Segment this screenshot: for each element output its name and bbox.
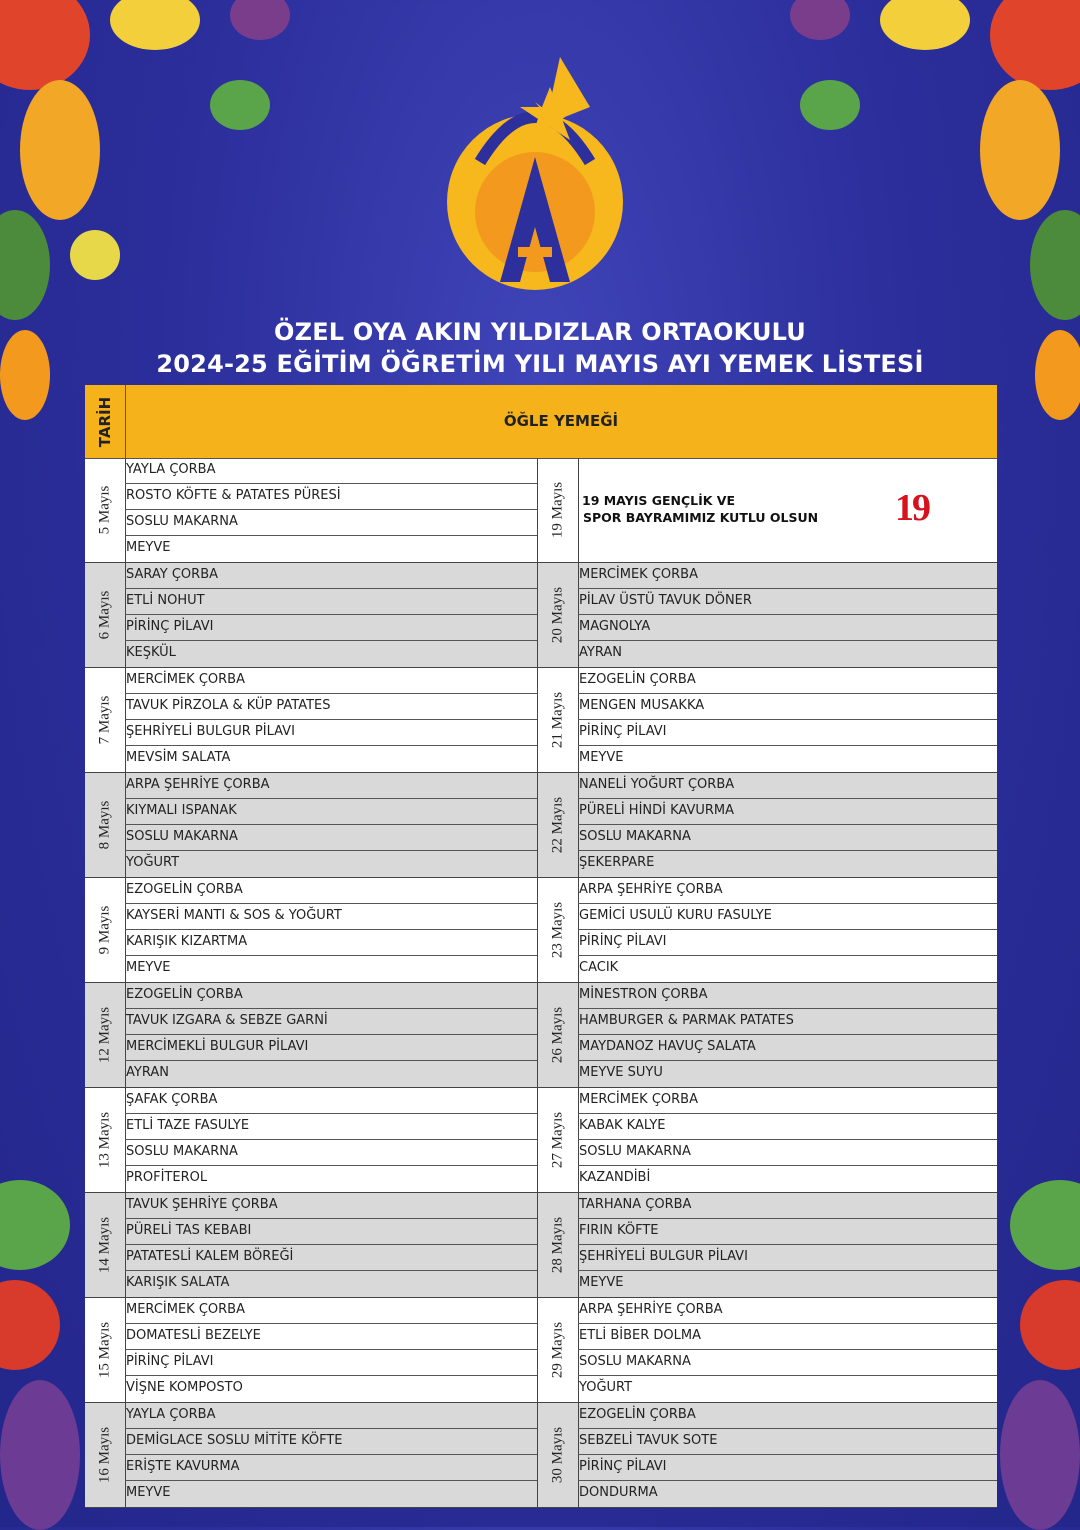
menu-title: 2024-25 EĞİTİM ÖĞRETİM YILI MAYIS AYI YEMEK LİSTESİ bbox=[156, 350, 924, 378]
meal-item: KIYMALI ISPANAK bbox=[125, 799, 537, 825]
meal-item: ETLİ TAZE FASULYE bbox=[125, 1114, 537, 1140]
meal-item: ARPA ŞEHRİYE ÇORBA bbox=[578, 1298, 997, 1324]
holiday-line-1: 19 MAYIS GENÇLİK VE bbox=[582, 493, 736, 508]
day-label: 30 Mayıs bbox=[549, 1426, 566, 1484]
meal-list bbox=[125, 1403, 537, 1507]
day-block bbox=[85, 563, 537, 668]
meal-item: PATATESLİ KALEM BÖREĞİ bbox=[125, 1245, 537, 1271]
meal-item: MEYVE bbox=[579, 750, 624, 765]
day-block bbox=[537, 668, 997, 773]
meal-item: ETLİ BİBER DOLMA bbox=[578, 1324, 997, 1350]
meal-item: GEMİCİ USULÜ KURU FASULYE bbox=[578, 904, 997, 930]
meal-item: MEYVE bbox=[126, 960, 171, 975]
meal-item: MEVSİM SALATA bbox=[126, 750, 231, 765]
day-block bbox=[85, 773, 537, 878]
meal-item: AYRAN bbox=[579, 645, 622, 660]
meal-item: DONDURMA bbox=[579, 1485, 658, 1500]
day-label: 5 Mayıs bbox=[96, 485, 113, 535]
day-label: 7 Mayıs bbox=[96, 695, 113, 745]
meal-list bbox=[578, 983, 997, 1087]
day-block bbox=[85, 878, 537, 983]
meal-item: MAYDANOZ HAVUÇ SALATA bbox=[578, 1035, 997, 1061]
meal-item: HAMBURGER & PARMAK PATATES bbox=[578, 1009, 997, 1035]
lunch-column-header: ÖĞLE YEMEĞİ bbox=[503, 412, 619, 430]
meal-item: TAVUK PİRZOLA & KÜP PATATES bbox=[125, 694, 537, 720]
day-label: 21 Mayıs bbox=[549, 691, 566, 749]
meal-item: MEYVE bbox=[579, 1275, 624, 1290]
meal-item: MEYVE bbox=[126, 540, 171, 555]
meal-list bbox=[125, 563, 537, 667]
meal-item: ETLİ NOHUT bbox=[125, 589, 537, 615]
meal-item: VİŞNE KOMPOSTO bbox=[126, 1380, 243, 1395]
meal-item: PROFİTEROL bbox=[126, 1170, 208, 1185]
meal-item: TARHANA ÇORBA bbox=[578, 1193, 997, 1219]
meal-item: YAYLA ÇORBA bbox=[125, 458, 537, 484]
meal-item: MERCİMEK ÇORBA bbox=[125, 668, 537, 694]
meal-item: MERCİMEK ÇORBA bbox=[125, 1298, 537, 1324]
meal-item: SOSLU MAKARNA bbox=[578, 825, 997, 851]
meal-item: ERİŞTE KAVURMA bbox=[125, 1455, 537, 1481]
meal-item: ŞAFAK ÇORBA bbox=[125, 1088, 537, 1114]
day-label: 27 Mayıs bbox=[549, 1111, 566, 1169]
meal-item: PİRİNÇ PİLAVI bbox=[125, 615, 537, 641]
day-label: 13 Mayıs bbox=[96, 1111, 113, 1169]
meal-list bbox=[578, 1403, 997, 1507]
meal-item: KARIŞIK KIZARTMA bbox=[125, 930, 537, 956]
day-label: 16 Mayıs bbox=[96, 1426, 113, 1484]
meal-item: YOĞURT bbox=[126, 855, 180, 870]
meal-item: MEYVE bbox=[126, 1485, 171, 1500]
meal-item: ARPA ŞEHRİYE ÇORBA bbox=[125, 773, 537, 799]
school-logo-icon bbox=[440, 52, 640, 302]
meal-item: PİRİNÇ PİLAVI bbox=[125, 1350, 537, 1376]
day-label: 19 Mayıs bbox=[549, 481, 566, 539]
meal-item: ŞEHRİYELİ BULGUR PİLAVI bbox=[125, 720, 537, 746]
meal-item: PİRİNÇ PİLAVI bbox=[578, 930, 997, 956]
table-header bbox=[85, 385, 997, 459]
meal-item: SOSLU MAKARNA bbox=[578, 1350, 997, 1376]
meal-item: EZOGELİN ÇORBA bbox=[578, 1403, 997, 1429]
day-label: 28 Mayıs bbox=[549, 1216, 566, 1274]
meal-item: PÜRELİ HİNDİ KAVURMA bbox=[578, 799, 997, 825]
meal-list bbox=[578, 1298, 997, 1402]
day-block bbox=[537, 1088, 997, 1193]
meal-list bbox=[578, 668, 997, 772]
day-label: 9 Mayıs bbox=[96, 905, 113, 955]
meal-item: EZOGELİN ÇORBA bbox=[125, 983, 537, 1009]
meal-item: PÜRELİ TAS KEBABI bbox=[125, 1219, 537, 1245]
meal-item: EZOGELİN ÇORBA bbox=[578, 668, 997, 694]
meal-list bbox=[578, 1088, 997, 1192]
meal-list bbox=[125, 458, 537, 562]
day-block bbox=[537, 563, 997, 668]
meal-list bbox=[125, 1298, 537, 1402]
day-label: 14 Mayıs bbox=[96, 1216, 113, 1274]
meal-item: SOSLU MAKARNA bbox=[125, 510, 537, 536]
meal-item: TAVUK ŞEHRİYE ÇORBA bbox=[125, 1193, 537, 1219]
meal-list bbox=[578, 878, 997, 982]
meal-item: KABAK KALYE bbox=[578, 1114, 997, 1140]
meal-item: KARIŞIK SALATA bbox=[126, 1275, 230, 1290]
meal-list bbox=[578, 563, 997, 667]
meal-item: PİRİNÇ PİLAVI bbox=[578, 1455, 997, 1481]
school-name-title: ÖZEL OYA AKIN YILDIZLAR ORTAOKULU bbox=[274, 318, 806, 346]
day-block bbox=[537, 1298, 997, 1403]
date-column-header: TARİH bbox=[96, 396, 114, 447]
meal-item: MİNESTRON ÇORBA bbox=[578, 983, 997, 1009]
meal-item: CACIK bbox=[579, 960, 619, 975]
menu-table bbox=[85, 385, 997, 1507]
meal-item: YOĞURT bbox=[579, 1380, 633, 1395]
meal-item: SOSLU MAKARNA bbox=[125, 825, 537, 851]
meal-item: ŞEKERPARE bbox=[579, 855, 655, 870]
day-block bbox=[85, 1193, 537, 1298]
meal-list bbox=[125, 878, 537, 982]
meal-item: AYRAN bbox=[126, 1065, 169, 1080]
day-label: 26 Mayıs bbox=[549, 1006, 566, 1064]
meal-item: PİLAV ÜSTÜ TAVUK DÖNER bbox=[578, 589, 997, 615]
meal-item: YAYLA ÇORBA bbox=[125, 1403, 537, 1429]
day-block bbox=[537, 878, 997, 983]
meal-item: KAZANDİBİ bbox=[579, 1170, 651, 1185]
day-block bbox=[85, 983, 537, 1088]
day-block bbox=[85, 1298, 537, 1403]
meal-item: MAGNOLYA bbox=[578, 615, 997, 641]
day-block bbox=[85, 1088, 537, 1193]
meal-item: SARAY ÇORBA bbox=[125, 563, 537, 589]
meal-item: TAVUK IZGARA & SEBZE GARNİ bbox=[125, 1009, 537, 1035]
day-block bbox=[537, 458, 997, 563]
holiday-message bbox=[578, 458, 997, 562]
day-block bbox=[537, 1193, 997, 1298]
meal-list bbox=[125, 983, 537, 1087]
meal-item: PİRİNÇ PİLAVI bbox=[578, 720, 997, 746]
meal-list bbox=[125, 773, 537, 877]
meal-item: KAYSERİ MANTI & SOS & YOĞURT bbox=[125, 904, 537, 930]
meal-item: KEŞKÜL bbox=[126, 645, 176, 660]
meal-item: DOMATESLİ BEZELYE bbox=[125, 1324, 537, 1350]
meal-list bbox=[578, 1193, 997, 1297]
meal-item: ROSTO KÖFTE & PATATES PÜRESİ bbox=[125, 484, 537, 510]
day-label: 6 Mayıs bbox=[96, 590, 113, 640]
meal-item: ŞEHRİYELİ BULGUR PİLAVI bbox=[578, 1245, 997, 1271]
meal-item: SEBZELİ TAVUK SOTE bbox=[578, 1429, 997, 1455]
day-label: 12 Mayıs bbox=[96, 1006, 113, 1064]
meal-item: NANELİ YOĞURT ÇORBA bbox=[578, 773, 997, 799]
day-block bbox=[537, 773, 997, 878]
day-label: 22 Mayıs bbox=[549, 796, 566, 854]
holiday-line-2: SPOR BAYRAMIMIZ KUTLU OLSUN bbox=[583, 510, 819, 525]
meal-list bbox=[125, 1193, 537, 1297]
meal-item: MEYVE SUYU bbox=[579, 1065, 663, 1080]
day-block bbox=[85, 458, 537, 563]
day-block bbox=[537, 983, 997, 1088]
meal-list bbox=[125, 1088, 537, 1192]
meal-item: SOSLU MAKARNA bbox=[578, 1140, 997, 1166]
meal-list bbox=[125, 668, 537, 772]
day-label: 15 Mayıs bbox=[96, 1321, 113, 1379]
meal-item: FIRIN KÖFTE bbox=[578, 1219, 997, 1245]
day-block bbox=[537, 1403, 997, 1508]
day-block bbox=[85, 668, 537, 773]
day-label: 23 Mayıs bbox=[549, 901, 566, 959]
19-mayis-badge-icon: 19 bbox=[895, 487, 929, 529]
meal-item: MERCİMEKLİ BULGUR PİLAVI bbox=[125, 1035, 537, 1061]
meal-list bbox=[578, 773, 997, 877]
day-block bbox=[85, 1403, 537, 1508]
meal-item: MENGEN MUSAKKA bbox=[578, 694, 997, 720]
meal-item: MERCİMEK ÇORBA bbox=[578, 1088, 997, 1114]
meal-item: MERCİMEK ÇORBA bbox=[578, 563, 997, 589]
meal-item: EZOGELİN ÇORBA bbox=[125, 878, 537, 904]
day-label: 20 Mayıs bbox=[549, 586, 566, 644]
meal-item: DEMİGLACE SOSLU MİTİTE KÖFTE bbox=[125, 1429, 537, 1455]
meal-item: SOSLU MAKARNA bbox=[125, 1140, 537, 1166]
day-label: 29 Mayıs bbox=[549, 1321, 566, 1379]
day-label: 8 Mayıs bbox=[96, 800, 113, 850]
meal-item: ARPA ŞEHRİYE ÇORBA bbox=[578, 878, 997, 904]
